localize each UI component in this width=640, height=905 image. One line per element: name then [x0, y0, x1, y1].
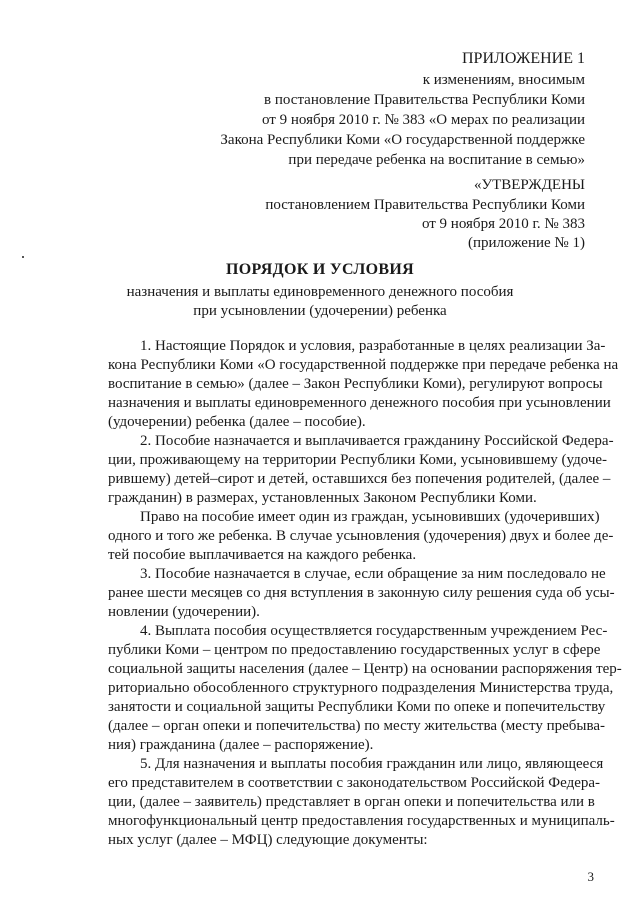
document-title: ПОРЯДОК И УСЛОВИЯ	[226, 261, 414, 278]
body-line: ции, (далее – заявитель) представляет в орган опеки и попечительства или в	[108, 794, 595, 810]
body-line: 2. Пособие назначается и выплачивается гражданину Российской Федера-	[140, 433, 614, 449]
body-line: тей пособие выплачивается на каждого ребенка.	[108, 547, 417, 563]
body-line: социальной защиты населения (далее – Центр) на основании распоряжения тер-	[108, 661, 622, 677]
body-line: 4. Выплата пособия осуществляется государственным учреждением Рес-	[140, 623, 608, 639]
body-line: рившему) детей–сирот и детей, оставшихся без попечения родителей, (далее –	[108, 471, 611, 487]
body-line: (далее – орган опеки и попечительства) по месту жительства (месту пребыва-	[108, 718, 605, 734]
body-line: ранее шести месяцев со дня вступления в законную силу решения суда об усы-	[108, 585, 615, 601]
body-line: гражданин) в размерах, установленных Законом Республики Коми.	[108, 490, 537, 506]
body-line: назначения и выплаты единовременного денежного пособия при усыновлении	[108, 395, 611, 411]
body-line: 3. Пособие назначается в случае, если обращение за ним последовало не	[140, 566, 606, 582]
document-subtitle: назначения и выплаты единовременного денежного пособия	[126, 284, 514, 300]
header-line: при передаче ребенка на воспитание в семью»	[288, 152, 585, 168]
header-line: к изменениям, вносимым	[422, 72, 585, 88]
body-line: многофункциональный центр предоставления государственных и муниципаль-	[108, 813, 615, 829]
body-line: ции, проживающему на территории Республики Коми, усыновившему (удоче-	[108, 452, 608, 468]
body-line: Право на пособие имеет один из граждан, усыновивших (удочеривших)	[140, 509, 600, 525]
header-line: Закона Республики Коми «О государственной поддержке	[220, 132, 585, 148]
body-line: публики Коми – центром по предоставлению государственных услуг в сфере	[108, 642, 601, 658]
body-line: ния) гражданина (далее – распоряжение).	[108, 737, 374, 753]
approved-line: «УТВЕРЖДЕНЫ	[473, 177, 585, 193]
body-line: одного и того же ребенка. В случае усыновления (удочерения) двух и более де-	[108, 528, 614, 544]
header-line: от 9 ноября 2010 г. № 383 «О мерах по реализации	[261, 112, 585, 128]
approved-line: от 9 ноября 2010 г. № 383	[421, 216, 585, 232]
document-subtitle: при усыновлении (удочерении) ребенка	[193, 303, 447, 319]
body-line: (удочерении) ребенка (далее – пособие).	[108, 414, 366, 430]
body-line: кона Республики Коми «О государственной поддержке при передаче ребенка на	[108, 357, 619, 373]
body-line: новлении (удочерении).	[108, 604, 260, 620]
page-number: 3	[587, 869, 594, 884]
approved-line: постановлением Правительства Республики Коми	[265, 197, 585, 213]
body-line: занятости и социальной защиты Республики Коми по опеке и попечительству	[108, 699, 606, 715]
body-line: риториально обособленного структурного подразделения Министерства труда,	[108, 680, 614, 696]
body-line: его представителем в соответствии с законодательством Российской Федера-	[108, 775, 601, 791]
header-line: в постановление Правительства Республики Коми	[264, 92, 585, 108]
appendix-label: ПРИЛОЖЕНИЕ 1	[461, 50, 585, 67]
approved-line: (приложение № 1)	[467, 235, 585, 251]
body-line: 1. Настоящие Порядок и условия, разработанные в целях реализации За-	[140, 338, 606, 354]
body-line: ных услуг (далее – МФЦ) следующие документы:	[108, 832, 428, 848]
body-line: воспитание в семью» (далее – Закон Республики Коми), регулируют вопросы	[108, 376, 603, 392]
body-line: 5. Для назначения и выплаты пособия гражданин или лицо, являющееся	[140, 756, 604, 772]
scan-speck	[22, 256, 24, 258]
